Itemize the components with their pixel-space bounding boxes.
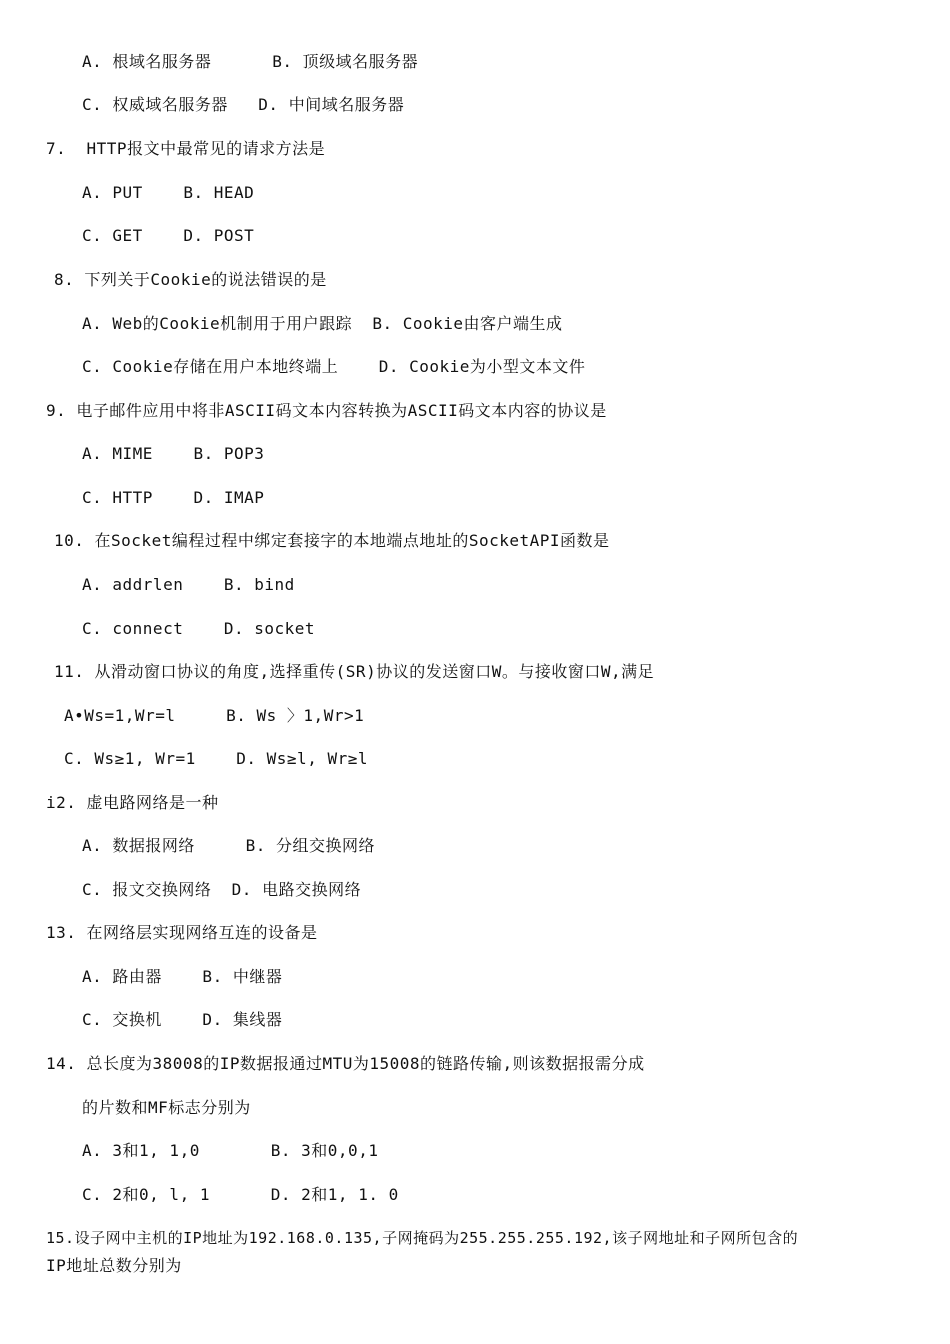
question-12: i2. 虚电路网络是一种 — [46, 793, 219, 812]
question-14-continued: 的片数和MF标志分别为 — [82, 1098, 251, 1117]
question-15-continued: IP地址总数分别为 — [46, 1256, 182, 1275]
q13-options-ab: A. 路由器 B. 中继器 — [82, 967, 283, 986]
question-14: 14. 总长度为38008的IP数据报通过MTU为15008的链路传输,则该数据报需分成 — [46, 1054, 645, 1073]
question-9: 9. 电子邮件应用中将非ASCII码文本内容转换为ASCII码文本内容的协议是 — [46, 401, 607, 420]
question-7: 7. HTTP报文中最常见的请求方法是 — [46, 139, 326, 158]
q14-options-cd: C. 2和0, l, 1 D. 2和1, 1. 0 — [82, 1185, 399, 1204]
q7-options-cd: C. GET D. POST — [82, 226, 255, 245]
q8-options-cd: C. Cookie存储在用户本地终端上 D. Cookie为小型文本文件 — [82, 357, 586, 376]
question-15: 15.设子网中主机的IP地址为192.168.0.135,子网掩码为255.255.255.192,该子网地址和子网所包含的 — [46, 1229, 799, 1247]
q10-options-ab: A. addrlen B. bind — [82, 575, 295, 594]
q14-options-ab: A. 3和1, 1,0 B. 3和0,0,1 — [82, 1141, 379, 1160]
q9-options-cd: C. HTTP D. IMAP — [82, 488, 265, 507]
question-8: 8. 下列关于Cookie的说法错误的是 — [54, 270, 327, 289]
q11-options-cd: C. Ws≥1, Wr=1 D. Ws≥l, Wr≥l — [64, 749, 368, 768]
q9-options-ab: A. MIME B. POP3 — [82, 444, 265, 463]
q8-options-ab: A. Web的Cookie机制用于用户跟踪 B. Cookie由客户端生成 — [82, 314, 563, 333]
q12-options-ab: A. 数据报网络 B. 分组交换网络 — [82, 836, 375, 855]
q6-options-ab: A. 根域名服务器 B. 顶级域名服务器 — [82, 52, 419, 71]
q10-options-cd: C. connect D. socket — [82, 619, 316, 638]
question-13: 13. 在网络层实现网络互连的设备是 — [46, 923, 318, 942]
q12-options-cd: C. 报文交换网络 D. 电路交换网络 — [82, 880, 362, 899]
q6-options-cd: C. 权威域名服务器 D. 中间域名服务器 — [82, 95, 405, 114]
q13-options-cd: C. 交换机 D. 集线器 — [82, 1010, 283, 1029]
q7-options-ab: A. PUT B. HEAD — [82, 183, 255, 202]
question-11: 11. 从滑动窗口协议的角度,选择重传(SR)协议的发送窗口W。与接收窗口W,满足 — [54, 662, 655, 681]
question-10: 10. 在Socket编程过程中绑定套接字的本地端点地址的SocketAPI函数是 — [54, 531, 610, 550]
q11-options-ab: A•Ws=1,Wr=l B. Ws 〉1,Wr>1 — [64, 706, 365, 725]
